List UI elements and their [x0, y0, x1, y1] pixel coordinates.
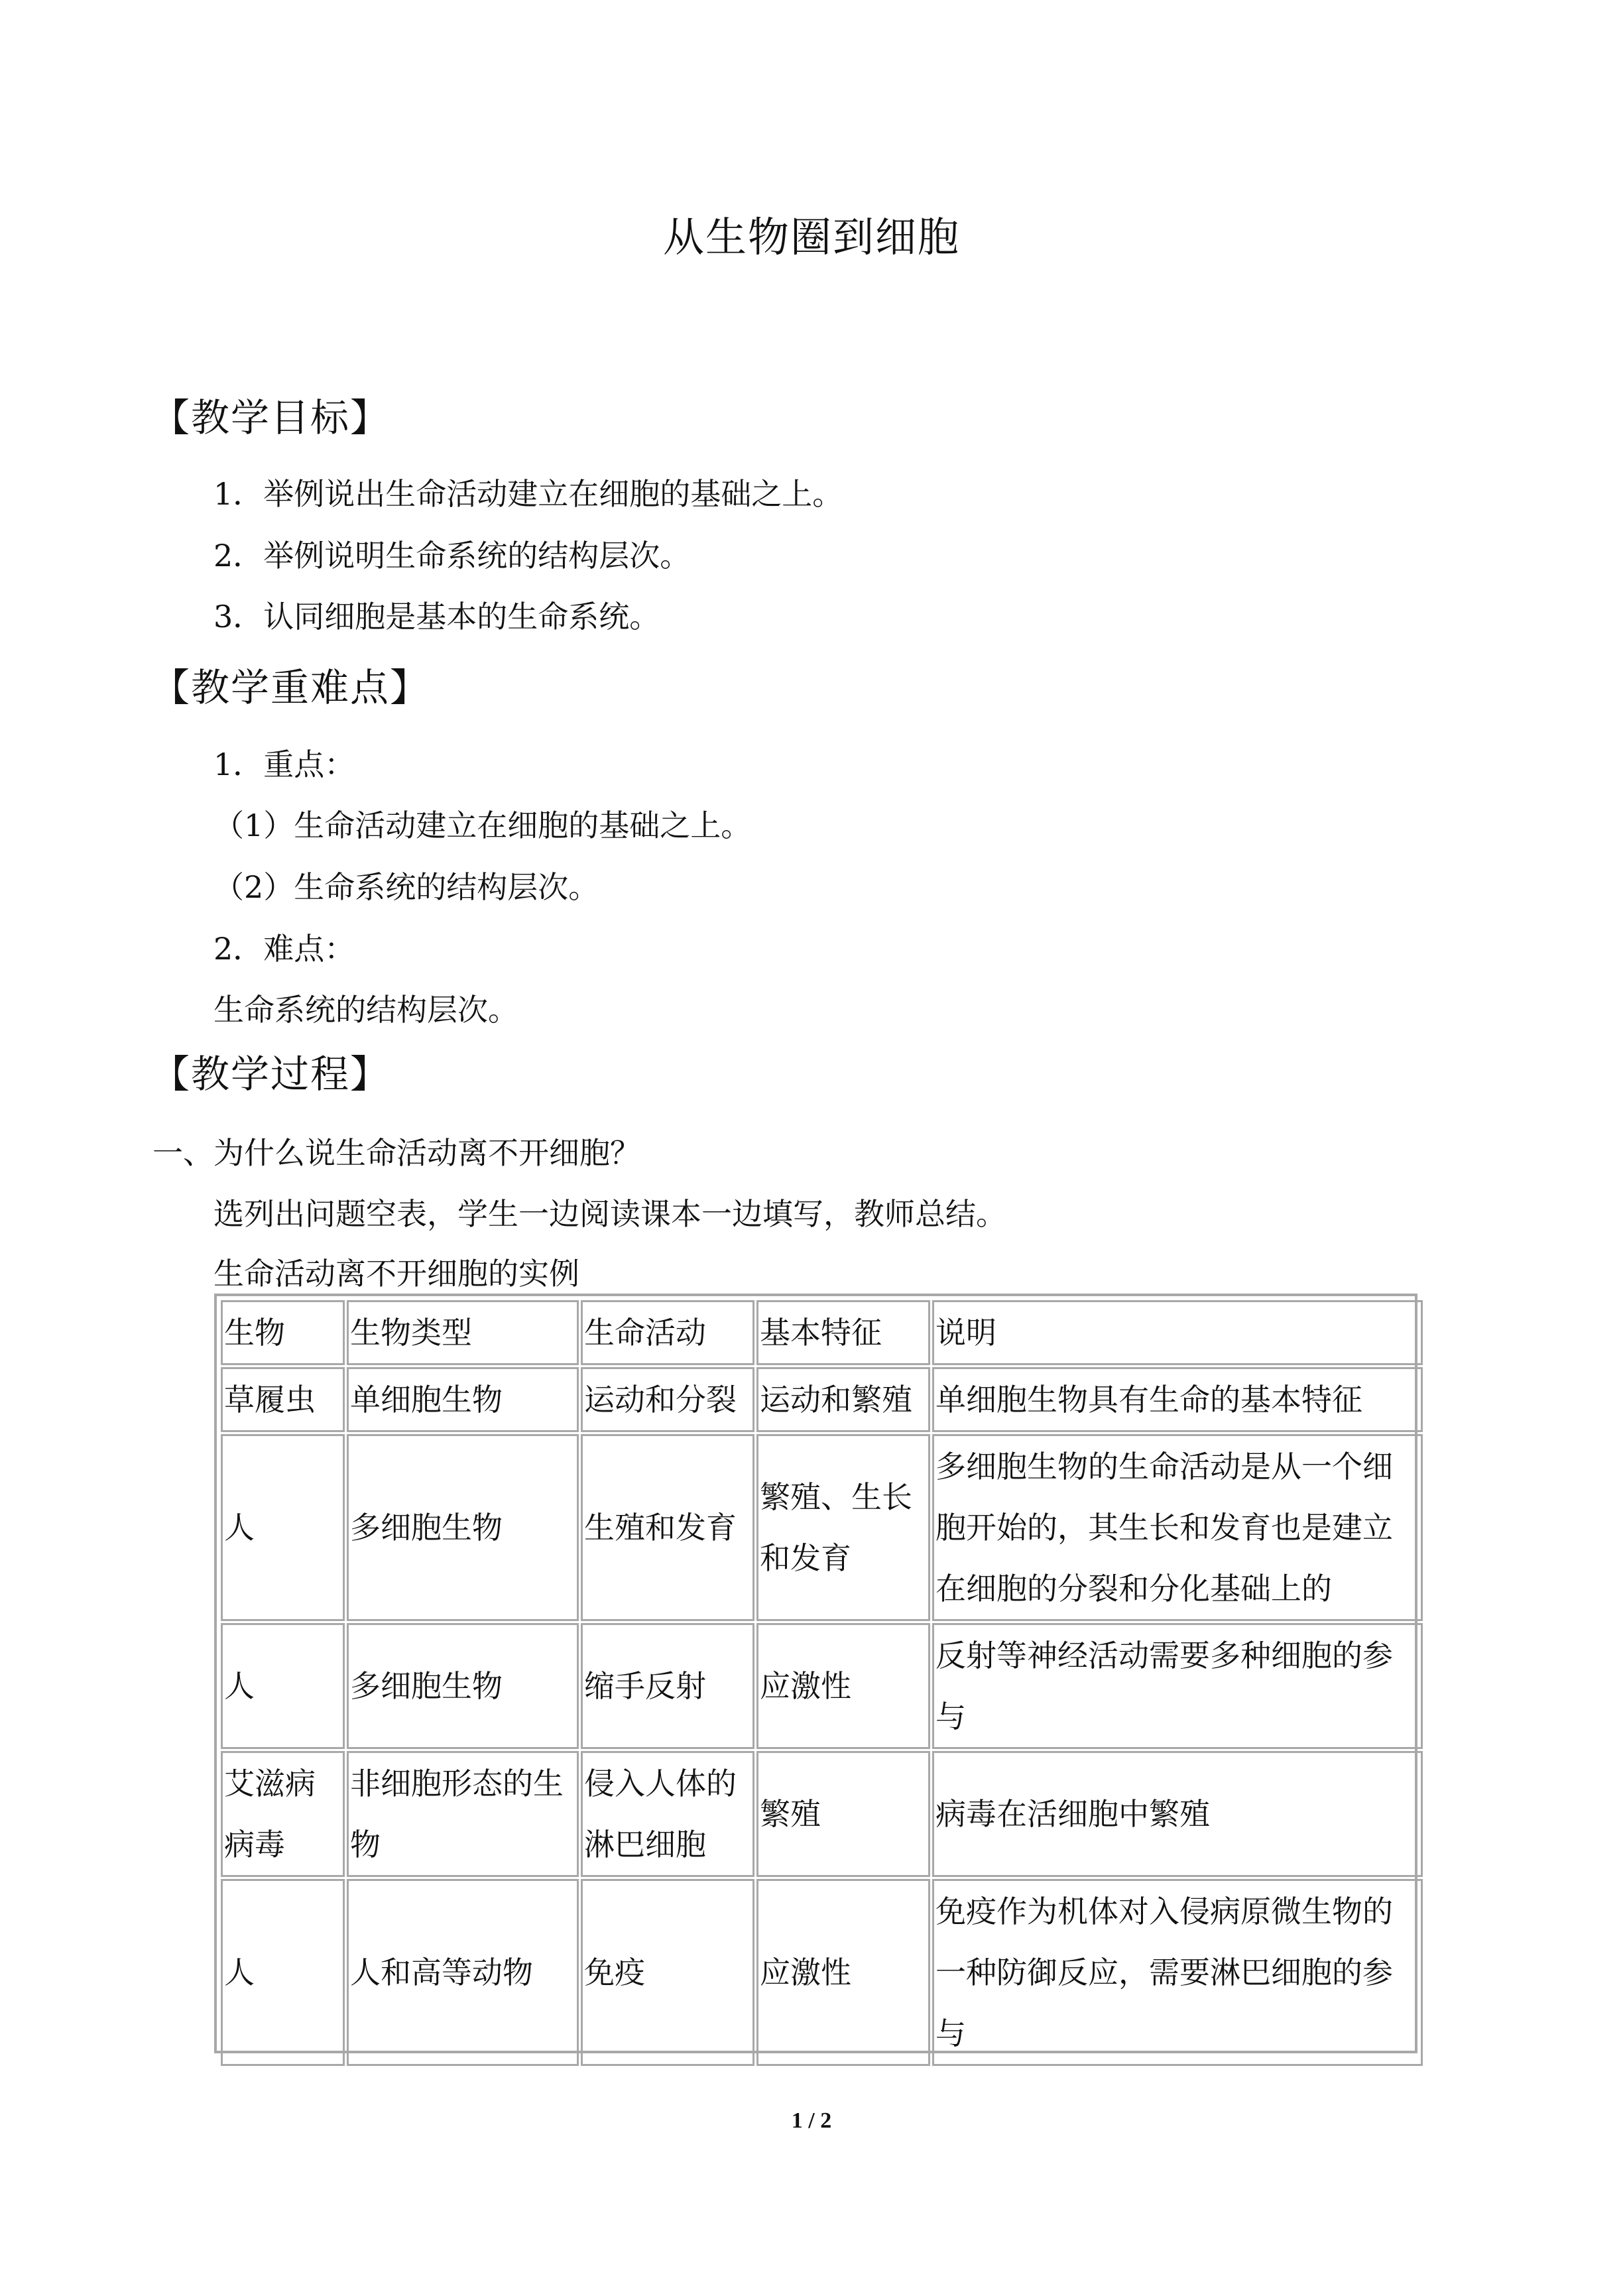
- table-cell: 侵入人体的淋巴细胞: [581, 1751, 754, 1877]
- page-title: 从生物圈到细胞: [662, 213, 960, 261]
- objective-item-3: 3．认同细胞是基本的生命系统。: [213, 599, 660, 634]
- focus-item-2: （2）生命系统的结构层次。: [213, 869, 599, 905]
- difficulty-text: 生命系统的结构层次。: [213, 992, 518, 1028]
- table-row: [221, 1623, 1423, 1749]
- table-cell: 单细胞生物具有生命的基本特征: [932, 1367, 1423, 1432]
- table-header-cell: 生物类型: [347, 1300, 579, 1365]
- table-cell: 人: [221, 1879, 345, 2066]
- table-cell: 人和高等动物: [347, 1879, 579, 2066]
- table-cell: 单细胞生物: [347, 1367, 579, 1432]
- table-cell: 运动和分裂: [581, 1367, 754, 1432]
- table-cell: 人: [221, 1434, 345, 1621]
- section-heading-process: 【教学过程】: [151, 1052, 391, 1097]
- table-cell: 反射等神经活动需要多种细胞的参与: [932, 1623, 1423, 1749]
- table-cell: 应激性: [756, 1623, 930, 1749]
- table-cell: 运动和繁殖: [756, 1367, 930, 1432]
- focus-label: 1．重点：: [213, 747, 355, 782]
- table-cell: 繁殖、生长和发育: [756, 1434, 930, 1621]
- table-cell: 多细胞生物: [347, 1623, 579, 1749]
- table-cell: 应激性: [756, 1879, 930, 2066]
- section-heading-key-points: 【教学重难点】: [151, 665, 430, 710]
- table-cell: 免疫: [581, 1879, 754, 2066]
- table-header-cell: 生物: [221, 1300, 345, 1365]
- part1-title: 一、为什么说生命活动离不开细胞？: [152, 1135, 640, 1171]
- table-cell: 缩手反射: [581, 1623, 754, 1749]
- table-cell: 人: [221, 1623, 345, 1749]
- table-row: [221, 1434, 1423, 1621]
- page-number: 1 / 2: [791, 2108, 832, 2133]
- part1-intro: 选列出问题空表，学生一边阅读课本一边填写，教师总结。: [213, 1196, 1006, 1232]
- table-row: [221, 1879, 1423, 2066]
- table-cell: 草履虫: [221, 1367, 345, 1432]
- objective-item-2: 2．举例说明生命系统的结构层次。: [213, 538, 691, 574]
- table-cell: 生殖和发育: [581, 1434, 754, 1621]
- table-cell: 繁殖: [756, 1751, 930, 1877]
- table-cell: 多细胞生物的生命活动是从一个细胞开始的，其生长和发育也是建立在细胞的分裂和分化基础上的: [932, 1434, 1423, 1621]
- examples-table: [214, 1294, 1417, 2053]
- difficulty-label: 2．难点：: [213, 931, 355, 967]
- table-header-cell: 基本特征: [756, 1300, 930, 1365]
- table-header-cell: 生命活动: [581, 1300, 754, 1365]
- table-cell: 多细胞生物: [347, 1434, 579, 1621]
- table-row: [221, 1367, 1423, 1432]
- table-header-cell: 说明: [932, 1300, 1423, 1365]
- objective-item-1: 1．举例说出生命活动建立在细胞的基础之上。: [213, 476, 843, 512]
- table-cell: 非细胞形态的生物: [347, 1751, 579, 1877]
- section-heading-objectives: 【教学目标】: [151, 395, 391, 440]
- table-cell: 病毒在活细胞中繁殖: [932, 1751, 1423, 1877]
- table-cell: 艾滋病病毒: [221, 1751, 345, 1877]
- table-caption: 生命活动离不开细胞的实例: [213, 1256, 579, 1292]
- table-cell: 免疫作为机体对入侵病原微生物的一种防御反应，需要淋巴细胞的参与: [932, 1879, 1423, 2066]
- focus-item-1: （1）生命活动建立在细胞的基础之上。: [213, 808, 752, 843]
- table-row: [221, 1751, 1423, 1877]
- table-header-row: [221, 1300, 1423, 1365]
